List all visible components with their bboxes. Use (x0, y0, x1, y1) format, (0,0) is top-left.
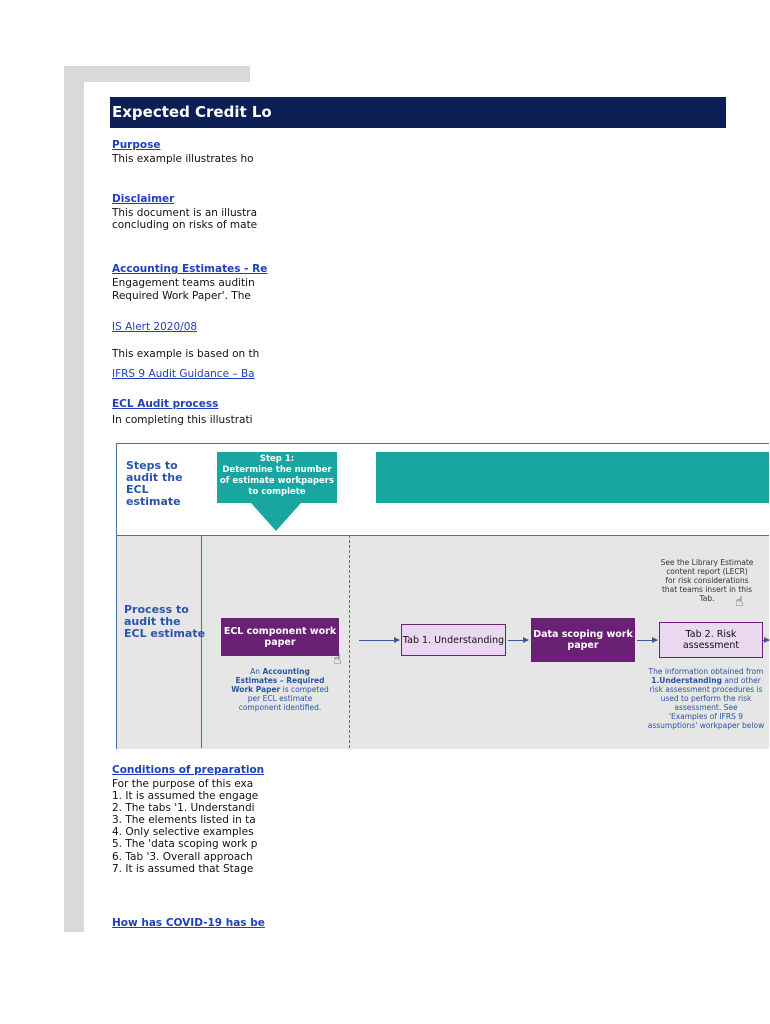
tab2-box: Tab 2. Risk assessment (659, 622, 763, 658)
page-title: Expected Credit Lo (112, 103, 272, 121)
flow-arrow (508, 640, 528, 641)
disclaimer-line-2: concluding on risks of mate (112, 219, 258, 231)
ecl-audit-process-link[interactable]: ECL Audit process (112, 398, 219, 410)
steps-label-line: estimate (126, 495, 181, 508)
library-note (645, 558, 769, 603)
conditions-line: 6. Tab '3. Overall approach (112, 851, 253, 863)
ifrs9-guidance-link[interactable]: IFRS 9 Audit Guidance – Ba (112, 368, 255, 380)
note-line: risk assessment procedures is (649, 685, 763, 694)
is-alert-link[interactable]: IS Alert 2020/08 (112, 321, 198, 333)
note-text: per ECL estimate (247, 694, 313, 703)
note-bold: Work Paper (231, 685, 281, 694)
accounting-line-2: Required Work Paper'. The (112, 290, 251, 302)
note-line: assessment. See (674, 703, 738, 712)
covid-link[interactable]: How has COVID-19 has be (112, 917, 265, 929)
conditions-line: 3. The elements listed in ta (112, 814, 256, 826)
based-on-text: This example is based on th (112, 348, 260, 360)
note-text: is competed (280, 685, 329, 694)
note-line: The information obtained from (648, 667, 764, 676)
hand-pointer-icon: ☝ (333, 652, 342, 668)
accounting-estimates-link[interactable]: Accounting Estimates - Re (112, 263, 268, 275)
conditions-line: 1. It is assumed the engage (112, 790, 259, 802)
accounting-line-1: Engagement teams auditin (112, 277, 255, 289)
flow-arrow (763, 640, 769, 641)
page-margin-left (64, 66, 84, 932)
process-label-line: ECL estimate (124, 627, 206, 640)
purpose-link[interactable]: Purpose (112, 139, 161, 151)
note-line: content report (LECR) (666, 567, 748, 576)
note-bold: Accounting (262, 667, 310, 676)
steps-label (126, 460, 183, 508)
note-bold: 1.Understanding (651, 676, 722, 685)
steps-label-line: ECL (126, 483, 149, 496)
page-margin-top (64, 66, 250, 82)
note-line: Tab. (699, 594, 715, 603)
note-text: An (250, 667, 263, 676)
note-line: that teams insert in this (661, 585, 753, 594)
note-line: for risk considerations (665, 576, 749, 585)
step1-line: to complete (248, 487, 306, 497)
ecl-audit-text: In completing this illustrati (112, 414, 253, 426)
data-scoping-box: Data scoping work paper (531, 618, 635, 662)
note-text: and other (724, 676, 761, 685)
steps-banner (376, 452, 769, 503)
down-arrow-icon (251, 503, 301, 531)
disclaimer-link[interactable]: Disclaimer (112, 193, 175, 205)
flow-arrow (359, 640, 399, 641)
steps-label-line: Steps to (126, 459, 178, 472)
purpose-text: This example illustrates ho (112, 153, 254, 165)
tab1-box: Tab 1. Understanding (401, 624, 506, 656)
note-bold: Estimates – Required (235, 676, 325, 685)
ecl-component-box: ECL component work paper (221, 618, 339, 656)
conditions-link[interactable]: Conditions of preparation (112, 764, 265, 776)
steps-label-line: audit the (126, 471, 183, 484)
ecl-process-diagram (116, 443, 769, 749)
risk-assessment-note (643, 667, 769, 730)
hand-pointer-icon: ☝ (735, 594, 744, 610)
process-label-line: audit the (124, 615, 181, 628)
divider-line (201, 535, 202, 748)
process-label (124, 604, 205, 640)
step1-line: Determine the number (222, 465, 332, 475)
process-label-line: Process to (124, 603, 189, 616)
note-line: See the Library Estimate (660, 558, 754, 567)
dashed-divider (349, 535, 350, 748)
conditions-line: 4. Only selective examples (112, 826, 254, 838)
note-text: component identified. (238, 703, 322, 712)
note-line: used to perform the risk (660, 694, 752, 703)
step1-title: Step 1: (259, 454, 295, 464)
step1-box (217, 452, 337, 503)
ecl-component-note (221, 667, 339, 712)
conditions-line: For the purpose of this exa (112, 778, 254, 790)
conditions-line: 2. The tabs '1. Understandi (112, 802, 255, 814)
note-line: assumptions' workpaper below (647, 721, 765, 730)
flow-arrow (637, 640, 657, 641)
step1-line: of estimate workpapers (219, 476, 335, 486)
note-line: 'Examples of IFRS 9 (668, 712, 744, 721)
disclaimer-line-1: This document is an illustra (112, 207, 258, 219)
conditions-line: 5. The 'data scoping work p (112, 838, 258, 850)
conditions-line: 7. It is assumed that Stage (112, 863, 254, 875)
